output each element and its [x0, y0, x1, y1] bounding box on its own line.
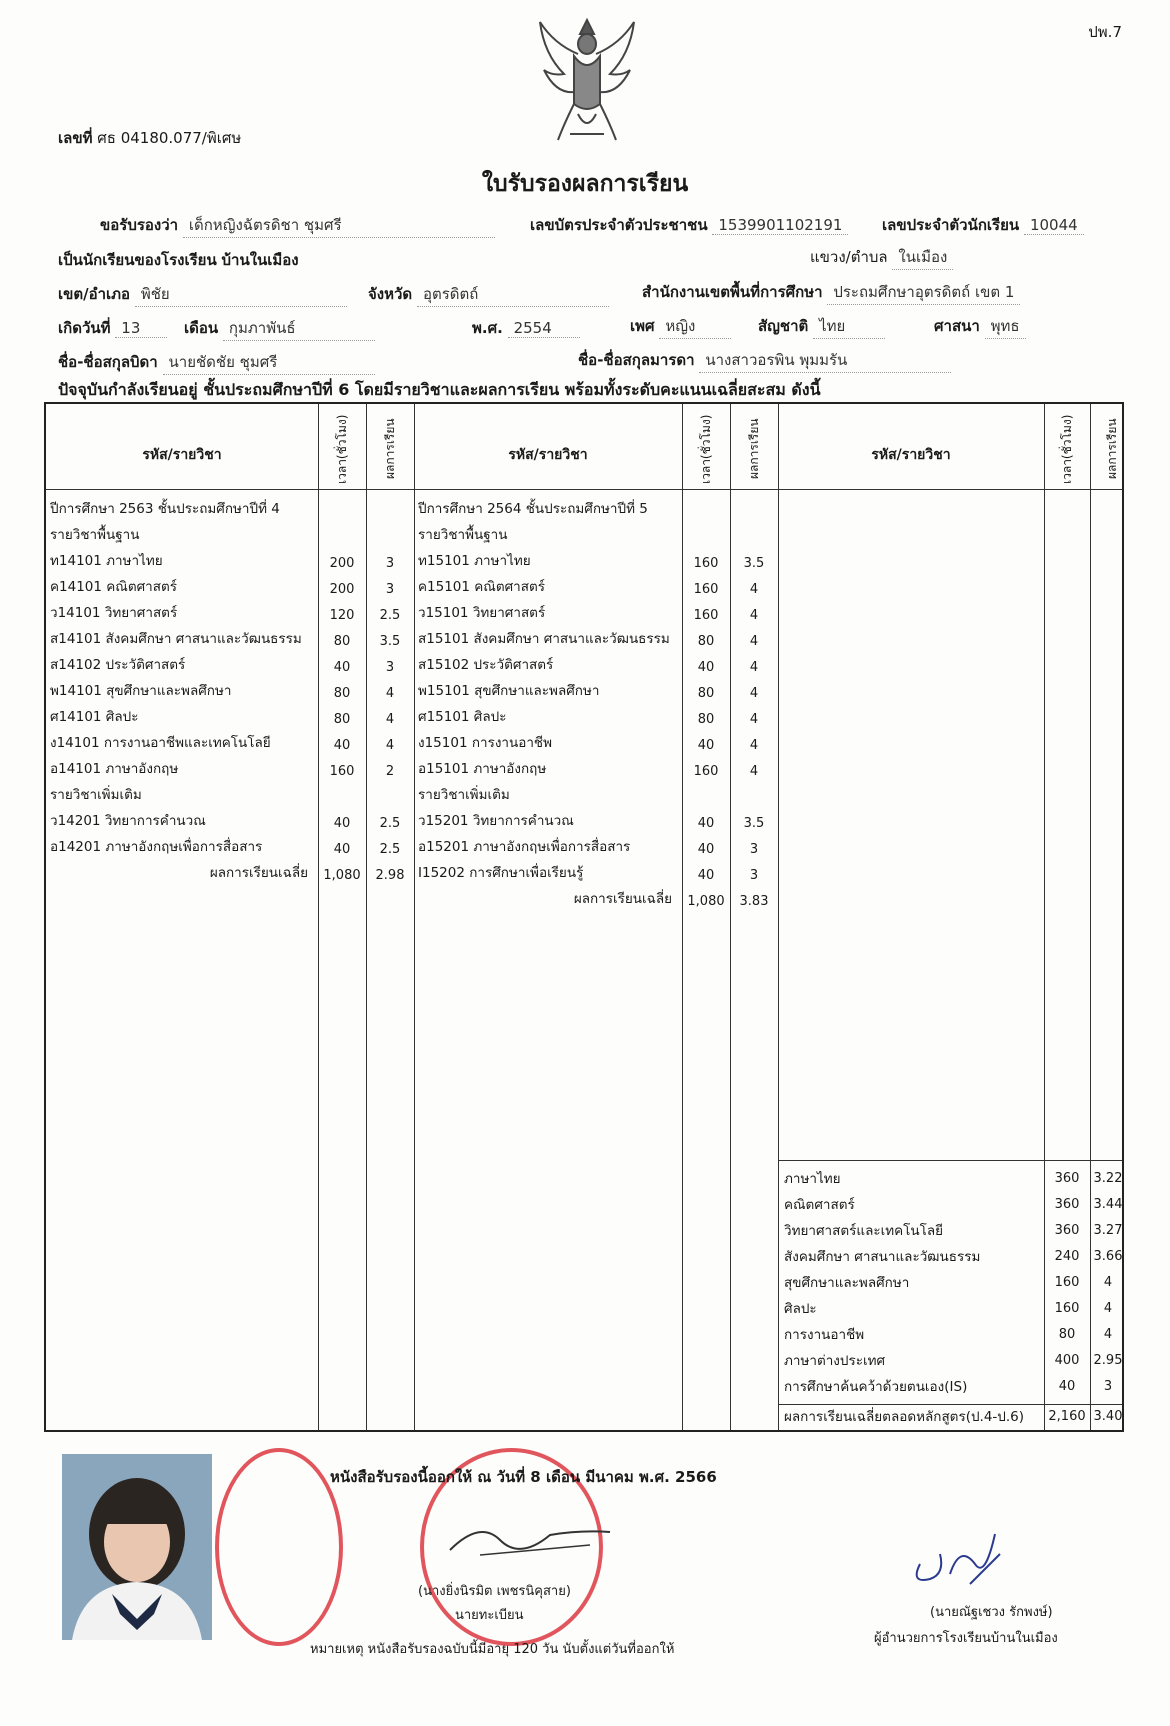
district-label: เขต/อำเภอ	[58, 285, 131, 303]
table-row: ค14101 คณิตศาสตร์	[50, 579, 177, 595]
table-row: อ14201 ภาษาอังกฤษเพื่อการสื่อสาร	[50, 839, 263, 855]
table-row: ศ14101 ศิลปะ	[50, 709, 139, 725]
col1-subject-header: รหัส/รายวิชา	[142, 447, 222, 463]
summary-cell-hours: 240	[1054, 1249, 1080, 1264]
table-row: อ15101 ภาษาอังกฤษ	[418, 761, 547, 777]
col1-average-hours: 1,080	[323, 868, 361, 883]
subdistrict-value: ในเมือง	[892, 245, 953, 270]
grades-table	[44, 402, 1124, 1432]
table-row: ว14101 วิทยาศาสตร์	[50, 605, 178, 621]
sex-label: เพศ	[630, 317, 655, 335]
office-line	[642, 280, 1020, 305]
nationality-label: สัญชาติ	[758, 317, 809, 335]
summary-row: สุขศึกษาและพลศึกษา	[784, 1275, 910, 1291]
table-cell-grade: 4	[749, 712, 759, 727]
table-cell-grade: 4	[385, 738, 395, 753]
summary-row: สังคมศึกษา ศาสนาและวัฒนธรรม	[784, 1249, 981, 1265]
id-card-label: เลขบัตรประจำตัวประชาชน	[530, 216, 708, 234]
table-cell-grade: 3	[385, 660, 395, 675]
director-name: (นายณัฐเชวง รักพงษ์)	[930, 1605, 1053, 1620]
mother-value: นางสาวอรพิน พุมมรัน	[699, 348, 951, 373]
table-cell-hours: 80	[697, 712, 715, 727]
col1-basic-heading: รายวิชาพื้นฐาน	[50, 527, 140, 543]
table-row: I15202 การศึกษาเพื่อเรียนรู้	[418, 865, 584, 881]
col3-hours-header: เวลา(ชั่วโมง)	[1060, 414, 1074, 484]
table-row: ส14102 ประวัติศาสตร์	[50, 657, 186, 673]
table-cell-hours: 80	[333, 686, 351, 701]
id-card-value: 1539901102191	[712, 216, 848, 235]
table-cell-hours: 160	[693, 764, 719, 779]
summary-cell-hours: 40	[1058, 1379, 1076, 1394]
summary-cell-grade: 3	[1103, 1379, 1113, 1394]
table-cell-hours: 40	[697, 660, 715, 675]
col2-subject-header: รหัส/รายวิชา	[508, 447, 588, 463]
nationality-line	[758, 314, 885, 339]
school-value: บ้านในเมือง	[221, 251, 299, 269]
table-cell-hours: 40	[333, 660, 351, 675]
garuda-emblem-icon	[534, 14, 640, 150]
table-cell-hours: 40	[697, 738, 715, 753]
table-cell-hours: 200	[329, 556, 355, 571]
table-cell-hours: 120	[329, 608, 355, 623]
table-cell-grade: 2	[385, 764, 395, 779]
summary-total-label: ผลการเรียนเฉลี่ยตลอดหลักสูตร(ป.4-ป.6)	[784, 1409, 1025, 1425]
summary-row: คณิตศาสตร์	[784, 1197, 855, 1213]
table-cell-hours: 40	[697, 868, 715, 883]
father-value: นายชัดชัย ชุมศรี	[163, 350, 375, 375]
director-title: ผู้อำนวยการโรงเรียนบ้านในเมือง	[874, 1631, 1058, 1646]
table-cell-grade: 4	[749, 738, 759, 753]
summary-row: ภาษาไทย	[784, 1171, 841, 1187]
birth-day-label: เกิดวันที่	[58, 319, 111, 337]
birth-month-line	[184, 316, 375, 341]
table-cell-grade: 4	[385, 686, 395, 701]
issue-date-text: หนังสือรับรองนี้ออกให้ ณ วันที่ 8 เดือน มีนาคม พ.ศ. 2566	[330, 1468, 717, 1486]
intro-text: ปัจจุบันกำลังเรียนอยู่ ชั้นประถมศึกษาปีที่ 6 โดยมีรายวิชาและผลการเรียน พร้อมทั้งระดับคะแนนเฉลี่ยสะสม ดังนี้	[58, 380, 821, 399]
table-cell-hours: 40	[697, 816, 715, 831]
table-cell-hours: 200	[329, 582, 355, 597]
birth-year-line	[472, 316, 580, 340]
office-label: สำนักงานเขตพื้นที่การศึกษา	[642, 283, 823, 301]
student-portrait-icon	[62, 1454, 212, 1640]
student-id-line	[882, 213, 1084, 237]
nationality-value: ไทย	[813, 314, 885, 339]
col1-average-grade: 2.98	[375, 868, 405, 883]
birth-year-label: พ.ศ.	[472, 319, 503, 337]
summary-cell-hours: 360	[1054, 1223, 1080, 1238]
table-cell-grade: 4	[749, 608, 759, 623]
table-cell-hours: 80	[333, 634, 351, 649]
summary-row: วิทยาศาสตร์และเทคโนโลยี	[784, 1223, 944, 1239]
summary-cell-grade: 3.27	[1093, 1223, 1123, 1238]
table-row: ส15102 ประวัติศาสตร์	[418, 657, 554, 673]
summary-row: ศิลปะ	[784, 1301, 817, 1317]
col2-average-grade: 3.83	[739, 894, 769, 909]
summary-cell-grade: 2.95	[1093, 1353, 1123, 1368]
registrar-signature-icon	[440, 1510, 620, 1570]
col2-basic-heading: รายวิชาพื้นฐาน	[418, 527, 508, 543]
table-row: อ14101 ภาษาอังกฤษ	[50, 761, 179, 777]
student-photo	[62, 1454, 212, 1640]
table-cell-hours: 160	[693, 556, 719, 571]
table-cell-grade: 3.5	[743, 816, 765, 831]
summary-cell-grade: 3.22	[1093, 1171, 1123, 1186]
table-cell-hours: 80	[697, 686, 715, 701]
sex-line	[630, 314, 731, 339]
table-row: ว15101 วิทยาศาสตร์	[418, 605, 546, 621]
table-cell-grade: 2.5	[379, 842, 401, 857]
summary-cell-hours: 80	[1058, 1327, 1076, 1342]
registrar-name: (นางยิ่งนิรมิต เพชรนิคุสาย)	[418, 1584, 571, 1599]
col2-average-label: ผลการเรียนเฉลี่ย	[573, 891, 672, 907]
col2-grade-header: ผลการเรียน	[747, 418, 761, 480]
table-cell-grade: 4	[749, 764, 759, 779]
col2-year-heading: ปีการศึกษา 2564 ชั้นประถมศึกษาปีที่ 5	[418, 501, 648, 517]
sex-value: หญิง	[659, 314, 731, 339]
religion-label: ศาสนา	[934, 317, 980, 335]
table-row: ส14101 สังคมศึกษา ศาสนาและวัฒนธรรม	[50, 631, 302, 647]
table-row: ท15101 ภาษาไทย	[418, 553, 531, 569]
summary-total-hours: 2,160	[1048, 1409, 1086, 1424]
summary-cell-hours: 160	[1054, 1301, 1080, 1316]
document-number-value: ศธ 04180.077/พิเศษ	[97, 129, 242, 147]
table-cell-grade: 3	[749, 868, 759, 883]
table-row: พ14101 สุขศึกษาและพลศึกษา	[50, 683, 232, 699]
document-number-label: เลขที่	[58, 129, 93, 147]
summary-row: การศึกษาค้นคว้าด้วยตนเอง(IS)	[784, 1379, 968, 1395]
student-id-label: เลขประจำตัวนักเรียน	[882, 216, 1020, 234]
subdistrict-label: แขวง/ตำบล	[810, 248, 888, 266]
document-number	[58, 126, 241, 150]
table-row: ง14101 การงานอาชีพและเทคโนโลยี	[50, 735, 271, 751]
table-cell-grade: 3	[749, 842, 759, 857]
table-cell-hours: 40	[333, 842, 351, 857]
page-title: ใบรับรองผลการเรียน	[481, 171, 689, 197]
birth-month-value: กุมภาพันธ์	[223, 316, 375, 341]
red-seal-stamp-icon	[215, 1448, 343, 1646]
table-cell-grade: 2.5	[379, 608, 401, 623]
col3-grade-header: ผลการเรียน	[1105, 418, 1119, 480]
table-cell-grade: 3.5	[379, 634, 401, 649]
mother-label: ชื่อ-ชื่อสกุลมารดา	[578, 351, 695, 369]
table-row: ศ15101 ศิลปะ	[418, 709, 507, 725]
summary-cell-grade: 3.44	[1093, 1197, 1123, 1212]
col1-grade-header: ผลการเรียน	[383, 418, 397, 480]
col2-extra-heading: รายวิชาเพิ่มเติม	[418, 787, 510, 803]
student-id-value: 10044	[1024, 216, 1084, 235]
table-cell-grade: 4	[749, 634, 759, 649]
subdistrict-line	[810, 245, 953, 270]
birth-day-value: 13	[115, 319, 167, 338]
birth-day-line	[58, 316, 167, 340]
table-row: อ15201 ภาษาอังกฤษเพื่อการสื่อสาร	[418, 839, 631, 855]
id-card-line	[530, 213, 848, 237]
table-cell-grade: 3.5	[743, 556, 765, 571]
col2-average-hours: 1,080	[687, 894, 725, 909]
district-value: พิชัย	[135, 282, 347, 307]
student-name: เด็กหญิงฉัตรดิชา ชุมศรี	[183, 213, 495, 238]
table-row: ท14101 ภาษาไทย	[50, 553, 163, 569]
religion-value: พุทธ	[985, 314, 1026, 339]
table-cell-hours: 80	[697, 634, 715, 649]
province-value: อุตรดิตถ์	[417, 282, 609, 307]
registrar-title: นายทะเบียน	[455, 1608, 524, 1623]
table-cell-grade: 2.5	[379, 816, 401, 831]
col1-average-label: ผลการเรียนเฉลี่ย	[209, 865, 308, 881]
table-cell-grade: 4	[385, 712, 395, 727]
certify-line	[100, 213, 495, 238]
col1-year-heading: ปีการศึกษา 2563 ชั้นประถมศึกษาปีที่ 4	[50, 501, 280, 517]
table-cell-grade: 4	[749, 582, 759, 597]
father-line	[58, 350, 375, 375]
table-cell-hours: 40	[333, 738, 351, 753]
summary-cell-hours: 400	[1054, 1353, 1080, 1368]
table-row: ว14201 วิทยาการคำนวณ	[50, 813, 206, 829]
summary-cell-hours: 160	[1054, 1275, 1080, 1290]
table-row: ค15101 คณิตศาสตร์	[418, 579, 545, 595]
table-cell-hours: 160	[329, 764, 355, 779]
table-cell-hours: 160	[693, 582, 719, 597]
table-cell-hours: 40	[697, 842, 715, 857]
table-cell-grade: 3	[385, 582, 395, 597]
summary-cell-grade: 4	[1103, 1275, 1113, 1290]
summary-cell-grade: 4	[1103, 1301, 1113, 1316]
col1-extra-heading: รายวิชาเพิ่มเติม	[50, 787, 142, 803]
table-cell-grade: 4	[749, 660, 759, 675]
school-line	[58, 248, 299, 272]
table-cell-grade: 4	[749, 686, 759, 701]
col2-hours-header: เวลา(ชั่วโมง)	[699, 414, 713, 484]
validity-note: หมายเหตุ หนังสือรับรองฉบับนี้มีอายุ 120 วัน นับตั้งแต่วันที่ออกให้	[310, 1642, 675, 1657]
director-signature-icon	[900, 1524, 1010, 1594]
birth-month-label: เดือน	[184, 319, 219, 337]
summary-cell-grade: 3.66	[1093, 1249, 1123, 1264]
table-cell-hours: 80	[333, 712, 351, 727]
table-cell-grade: 3	[385, 556, 395, 571]
province-label: จังหวัด	[368, 285, 413, 303]
col1-hours-header: เวลา(ชั่วโมง)	[335, 414, 349, 484]
summary-cell-hours: 360	[1054, 1171, 1080, 1186]
table-row: พ15101 สุขศึกษาและพลศึกษา	[418, 683, 600, 699]
table-row: ง15101 การงานอาชีพ	[418, 735, 552, 751]
province-line	[368, 282, 609, 307]
table-row: ว15201 วิทยาการคำนวณ	[418, 813, 574, 829]
father-label: ชื่อ-ชื่อสกุลบิดา	[58, 353, 158, 371]
col3-subject-header: รหัส/รายวิชา	[871, 447, 951, 463]
form-code: ปพ.7	[1088, 23, 1122, 41]
summary-total-grade: 3.40	[1093, 1409, 1123, 1424]
certify-label: ขอรับรองว่า	[100, 216, 179, 234]
table-cell-hours: 160	[693, 608, 719, 623]
office-value: ประถมศึกษาอุตรดิตถ์ เขต 1	[827, 280, 1020, 305]
summary-cell-hours: 360	[1054, 1197, 1080, 1212]
table-row: ส15101 สังคมศึกษา ศาสนาและวัฒนธรรม	[418, 631, 670, 647]
table-cell-hours: 40	[333, 816, 351, 831]
summary-row: ภาษาต่างประเทศ	[784, 1353, 886, 1369]
district-line	[58, 282, 347, 307]
school-label: เป็นนักเรียนของโรงเรียน	[58, 251, 217, 269]
summary-row: การงานอาชีพ	[784, 1327, 865, 1343]
religion-line	[934, 314, 1026, 339]
mother-line	[578, 348, 951, 373]
summary-cell-grade: 4	[1103, 1327, 1113, 1342]
birth-year-value: 2554	[508, 319, 580, 338]
